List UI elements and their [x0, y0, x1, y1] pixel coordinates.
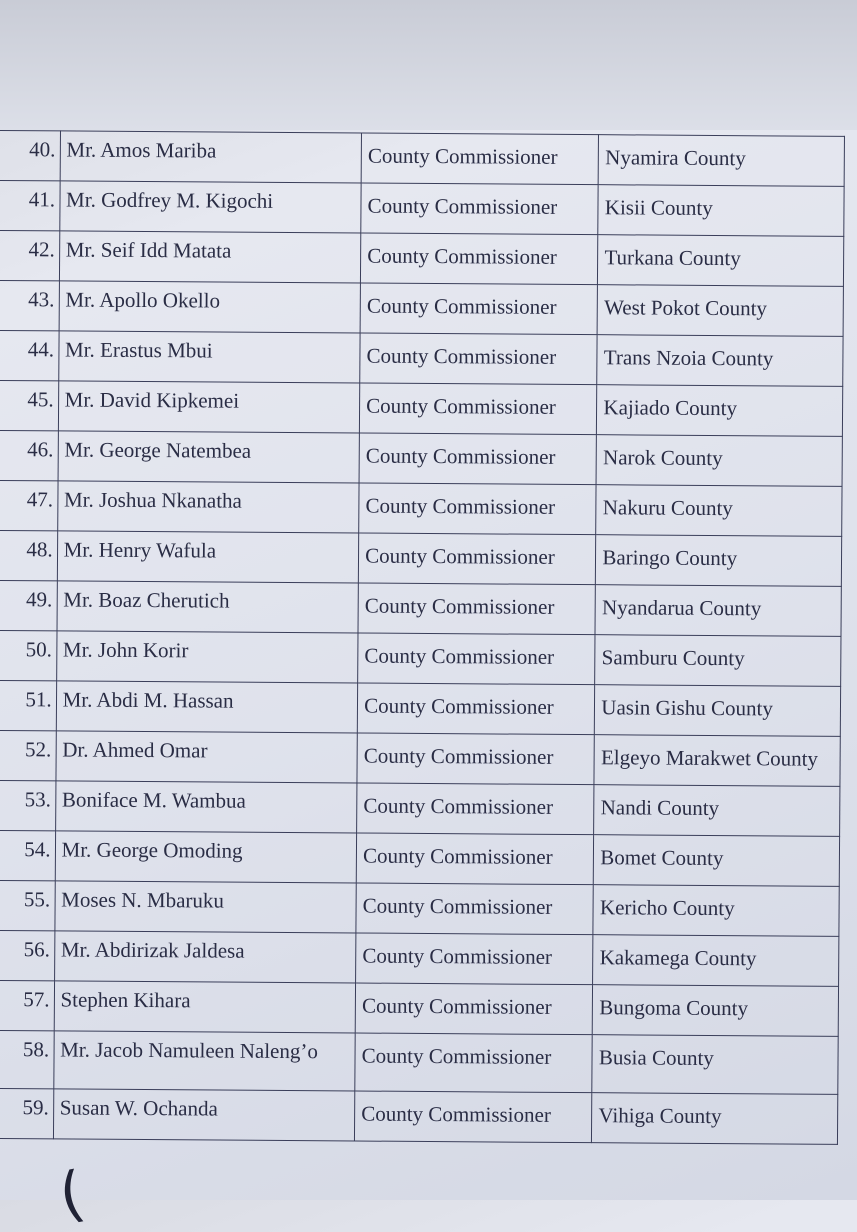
officer-title: County Commissioner [358, 533, 596, 585]
row-number: 57. [0, 980, 54, 1030]
officer-county: Kericho County [593, 885, 839, 937]
row-number: 52. [0, 730, 56, 780]
officer-title: County Commissioner [355, 983, 593, 1035]
table-row [0, 630, 841, 686]
officer-county: Vihiga County [592, 1093, 838, 1145]
officer-title: County Commissioner [360, 283, 598, 335]
row-number: 55. [0, 880, 55, 930]
officer-name: Mr. Erastus Mbui [58, 331, 360, 383]
officer-title: County Commissioner [358, 583, 596, 635]
table-row [0, 1030, 838, 1094]
officer-title: County Commissioner [357, 783, 595, 835]
row-number: 54. [0, 830, 55, 880]
officer-county: Kisii County [598, 185, 844, 237]
row-number: 51. [0, 680, 56, 730]
officer-name: Mr. Jacob Namuleen Naleng’o [53, 1031, 355, 1091]
officer-county: Samburu County [595, 635, 841, 687]
row-number: 48. [0, 530, 57, 580]
row-number: 59. [0, 1088, 53, 1138]
officer-title: County Commissioner [356, 933, 594, 985]
officer-name: Mr. Abdirizak Jaldesa [54, 931, 356, 983]
officer-name: Mr. Boaz Cherutich [57, 581, 359, 633]
officer-name: Dr. Ahmed Omar [56, 731, 358, 783]
officer-county: Uasin Gishu County [595, 685, 841, 737]
officer-county: Nakuru County [596, 485, 842, 537]
table-row [0, 880, 839, 936]
officer-name: Mr. George Omoding [55, 831, 357, 883]
table-row [0, 380, 843, 436]
officer-name: Mr. Godfrey M. Kigochi [59, 181, 361, 233]
officer-county: Busia County [592, 1035, 838, 1095]
table-row [0, 130, 844, 186]
officer-title: County Commissioner [357, 733, 595, 785]
officer-title: County Commissioner [360, 333, 598, 385]
row-number: 47. [0, 480, 58, 530]
officer-title: County Commissioner [359, 433, 597, 485]
table-row [0, 830, 840, 886]
table-row [0, 780, 840, 836]
officer-county: Kakamega County [593, 935, 839, 987]
row-number: 40. [0, 130, 60, 180]
table-row [0, 1088, 838, 1144]
officer-title: County Commissioner [361, 183, 599, 235]
officer-county: Baringo County [596, 535, 842, 587]
officer-county: Turkana County [598, 235, 844, 287]
officer-title: County Commissioner [359, 483, 597, 535]
officer-name: Mr. Amos Mariba [60, 131, 362, 183]
officer-county: Nyandarua County [595, 585, 841, 637]
row-number: 43. [0, 280, 59, 330]
row-number: 49. [0, 580, 57, 630]
row-number: 58. [0, 1030, 54, 1088]
table-row [0, 280, 843, 336]
table-row [0, 330, 843, 386]
officer-county: Kajiado County [597, 385, 843, 437]
table-row [0, 430, 842, 486]
officer-name: Mr. George Natembea [58, 431, 360, 483]
row-number: 50. [0, 630, 57, 680]
officer-title: County Commissioner [358, 633, 596, 685]
officer-name: Mr. Seif Idd Matata [59, 231, 361, 283]
officer-county: Narok County [596, 435, 842, 487]
officer-title: County Commissioner [361, 133, 599, 185]
handwritten-mark: ( [54, 1158, 90, 1232]
officer-title: County Commissioner [355, 1091, 593, 1143]
table-row [0, 980, 839, 1036]
row-number: 45. [0, 380, 58, 430]
row-number: 53. [0, 780, 56, 830]
officer-title: County Commissioner [357, 683, 595, 735]
officer-name: Mr. Joshua Nkanatha [57, 481, 359, 533]
commissioners-table [0, 130, 845, 1145]
table-row [0, 480, 842, 536]
table-row [0, 680, 841, 736]
officer-name: Moses N. Mbaruku [55, 881, 357, 933]
row-number: 42. [0, 230, 59, 280]
officer-title: County Commissioner [355, 1033, 593, 1093]
table-row [0, 730, 840, 786]
officer-name: Mr. David Kipkemei [58, 381, 360, 433]
table-row [0, 530, 842, 586]
table-row [0, 930, 839, 986]
row-number: 46. [0, 430, 58, 480]
table-row [0, 230, 844, 286]
officer-title: County Commissioner [360, 383, 598, 435]
officer-county: Bomet County [594, 835, 840, 887]
officer-title: County Commissioner [356, 833, 594, 885]
officer-name: Mr. Henry Wafula [57, 531, 359, 583]
officer-county: West Pokot County [597, 285, 843, 337]
page-top-shadow [0, 0, 857, 130]
officer-name: Stephen Kihara [54, 981, 356, 1033]
row-number: 41. [0, 180, 60, 230]
row-number: 56. [0, 930, 55, 980]
officer-county: Nandi County [594, 785, 840, 837]
table-row [0, 580, 841, 636]
officer-county: Trans Nzoia County [597, 335, 843, 387]
officer-name: Mr. Abdi M. Hassan [56, 681, 358, 733]
table-row [0, 180, 844, 236]
officer-title: County Commissioner [356, 883, 594, 935]
officer-county: Nyamira County [599, 135, 845, 187]
officer-name: Boniface M. Wambua [55, 781, 357, 833]
officer-county: Elgeyo Marakwet County [594, 735, 840, 787]
officer-name: Mr. John Korir [56, 631, 358, 683]
officer-name: Mr. Apollo Okello [59, 281, 361, 333]
officer-county: Bungoma County [593, 985, 839, 1037]
officer-name: Susan W. Ochanda [53, 1089, 355, 1141]
row-number: 44. [0, 330, 59, 380]
officer-title: County Commissioner [361, 233, 599, 285]
